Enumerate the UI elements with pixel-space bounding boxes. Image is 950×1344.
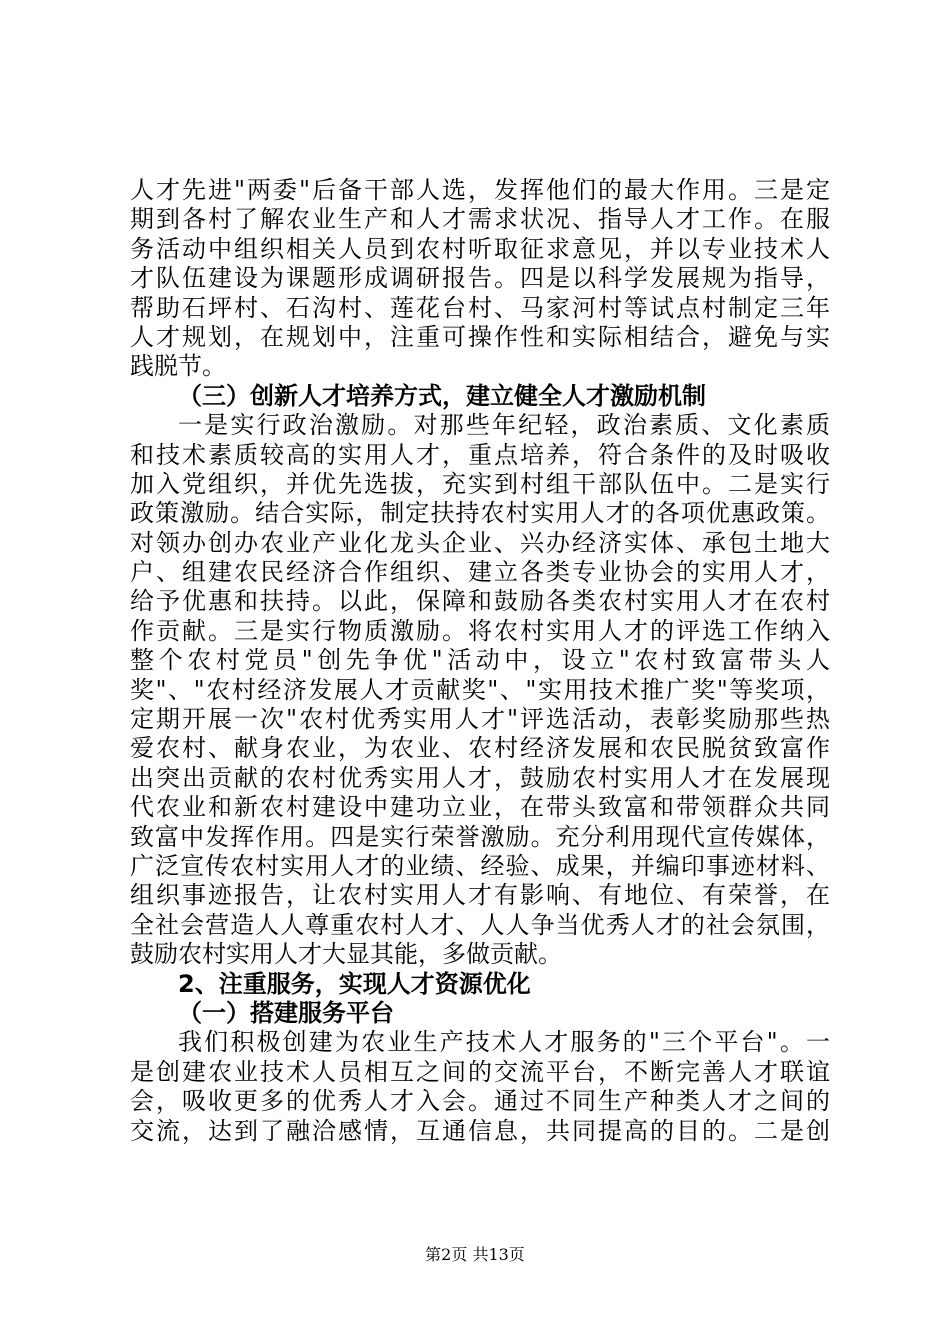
paragraph-line: 整个农村党员"创先争优"活动中，设立"农村致富带头人 — [130, 646, 830, 675]
paragraph-line: 人才先进"两委"后备干部人选，发挥他们的最大作用。三是定 — [130, 176, 830, 204]
paragraph-line: 人才规划，在规划中，注重可操作性和实际相结合，避免与实 — [130, 322, 830, 351]
paragraph-line: 代农业和新农村建设中建功立业，在带头致富和带领群众共同 — [130, 793, 830, 822]
paragraph-line: 是创建农业技术人员相互之间的交流平台，不断完善人才联谊 — [130, 1057, 830, 1086]
paragraph-line: 全社会营造人人尊重农村人才、人人争当优秀人才的社会氛围， — [130, 910, 830, 939]
section-heading: （三）创新人才培养方式，建立健全人才激励机制 — [178, 381, 706, 410]
document-body — [130, 176, 830, 1146]
paragraph-line: 奖"、"农村经济发展人才贡献奖"、"实用技术推广奖"等奖项， — [130, 675, 830, 704]
section-heading: 2、注重服务，实现人才资源优化 — [178, 969, 531, 998]
paragraph-line: 致富中发挥作用。四是实行荣誉激励。充分利用现代宣传媒体， — [130, 822, 830, 851]
paragraph-line: 务活动中组织相关人员到农村听取征求意见，并以专业技术人 — [130, 234, 830, 263]
paragraph-line: 才队伍建设为课题形成调研报告。四是以科学发展规为指导， — [130, 264, 830, 293]
paragraph-line: 户、组建农民经济合作组织、建立各类专业协会的实用人才， — [130, 558, 830, 587]
paragraph-line: 爱农村、献身农业，为农业、农村经济发展和农民脱贫致富作 — [130, 734, 830, 763]
paragraph-line: 定期开展一次"农村优秀实用人才"评选活动，表彰奖励那些热 — [130, 705, 830, 734]
paragraph-line: 广泛宣传农村实用人才的业绩、经验、成果，并编印事迹材料、 — [130, 851, 830, 880]
paragraph-line: 加入党组织，并优先选拔，充实到村组干部队伍中。二是实行 — [130, 469, 830, 498]
paragraph-line: 鼓励农村实用人才大显其能，多做贡献。 — [130, 940, 562, 969]
paragraph-line: 一是实行政治激励。对那些年纪轻，政治素质、文化素质 — [178, 411, 830, 440]
paragraph-line: 会，吸收更多的优秀人才入会。通过不同生产种类人才之间的 — [130, 1087, 830, 1116]
paragraph-line: 和技术素质较高的实用人才，重点培养，符合条件的及时吸收 — [130, 440, 830, 469]
page-footer: 第2页 共13页 — [425, 1245, 525, 1264]
paragraph-line: 组织事迹报告，让农村实用人才有影响、有地位、有荣誉，在 — [130, 881, 830, 910]
paragraph-line: 对领办创办农业产业化龙头企业、兴办经济实体、承包土地大 — [130, 528, 830, 557]
paragraph-line: 出突出贡献的农村优秀实用人才，鼓励农村实用人才在发展现 — [130, 763, 830, 792]
paragraph-line: 政策激励。结合实际，制定扶持农村实用人才的各项优惠政策。 — [130, 499, 830, 528]
paragraph-line: 交流，达到了融洽感情，互通信息，共同提高的目的。二是创 — [130, 1116, 830, 1145]
paragraph-line: 作贡献。三是实行物质激励。将农村实用人才的评选工作纳入 — [130, 616, 830, 645]
paragraph-line: 践脱节。 — [130, 352, 226, 381]
paragraph-line: 给予优惠和扶持。以此，保障和鼓励各类农村实用人才在农村 — [130, 587, 830, 616]
section-heading: （一）搭建服务平台 — [178, 998, 394, 1027]
paragraph-line: 我们积极创建为农业生产技术人才服务的"三个平台"。一 — [178, 1028, 830, 1057]
paragraph-line: 帮助石坪村、石沟村、莲花台村、马家河村等试点村制定三年 — [130, 293, 830, 322]
paragraph-line: 期到各村了解农业生产和人才需求状况、指导人才工作。在服 — [130, 205, 830, 234]
